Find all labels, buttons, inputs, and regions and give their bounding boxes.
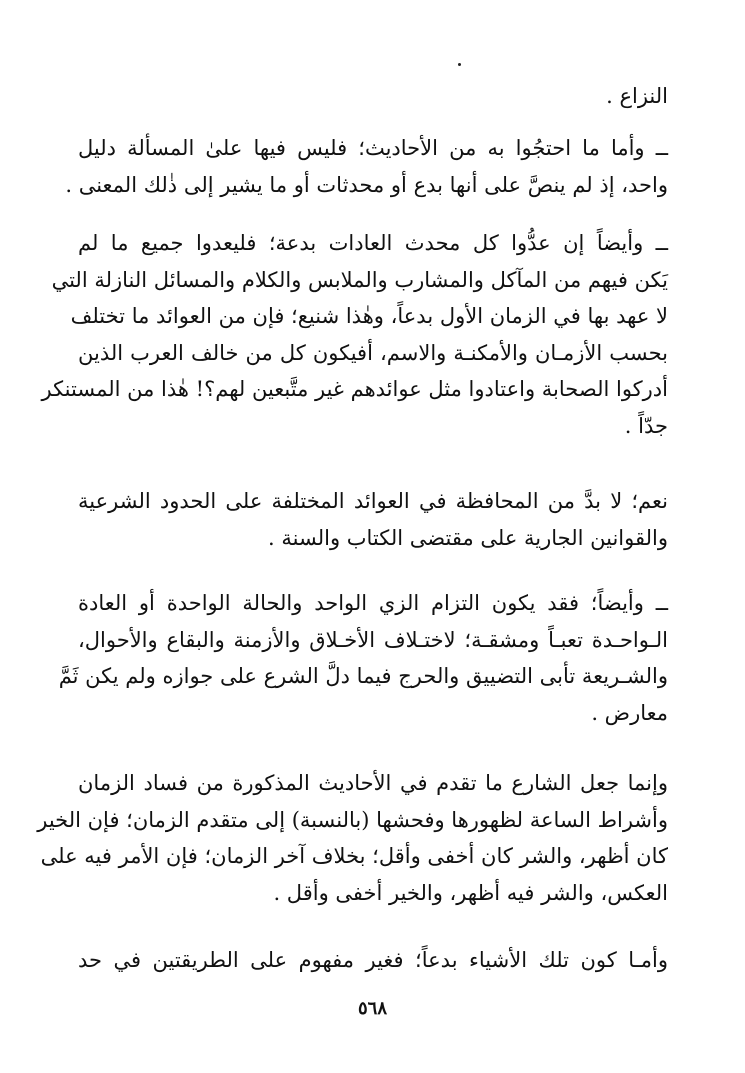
text-line: والقوانين الجارية على مقتضى الكتاب والسنة .: [268, 525, 668, 550]
paragraph-hadith-argument: [65, 130, 668, 203]
text-line: وأمـا كون تلك الأشياء بدعاً؛ فغير مفهوم على الطريقتين في حد: [78, 948, 668, 972]
text-line: وإنما جعل الشارع ما تقدم في الأحاديث المذكورة من فساد الزمان: [78, 771, 668, 795]
text-line: واحد، إذ لم ينصَّ على أنها بدع أو محدثات أو ما يشير إلى ذٰلك المعنى .: [65, 172, 668, 197]
text-line: أدركوا الصحابة واعتادوا مثل عوائدهم غير متَّبعين لهم؟! هٰذا من المستنكر: [41, 377, 668, 401]
text-line: الـواحـدة تعبـاً ومشقـة؛ لاختـلاف الأخـلاق والأزمنة والبقاع والأحوال،: [78, 627, 668, 652]
text-line: ــ وأما ما احتجُوا به من الأحاديث؛ فليس فيها علىٰ المسألة دليل: [78, 136, 668, 160]
text-line: معارض .: [591, 700, 668, 725]
text-line: يَكن فيهم من المآكل والمشارب والملابس والكلام والمسائل النازلة التي: [51, 267, 668, 292]
text-line: ــ وأيضاً إن عدُّوا كل محدث العادات بدعة؛ فليعدوا جميع ما لم: [78, 231, 668, 255]
text-line: بحسب الأزمـان والأمكنـة والاسم، أفيكون كل من خالف العرب الذين: [78, 340, 668, 365]
print-speck: [458, 63, 461, 66]
text-line: كان أظهر، والشر كان أخفى وأقل؛ بخلاف آخر الزمان؛ فإن الأمر فيه على: [40, 844, 668, 868]
text-line: لا عهد بها في الزمان الأول بدعاً، وهٰذا شنيع؛ فإن من العوائد ما تختلف: [70, 304, 668, 328]
paragraph-continuation: [78, 78, 668, 115]
text-line: وأشراط الساعة لظهورها وفحشها (بالنسبة) إلى متقدم الزمان؛ فإن الخير: [37, 807, 668, 832]
paragraph-preserving-limits: [78, 483, 668, 556]
text-line: العكس، والشر فيه أظهر، والخير أخفى وأقل .: [273, 880, 668, 905]
text-line: جدّاً .: [624, 413, 668, 438]
text-line: نعم؛ لا بدَّ من المحافظة في العوائد المختلفة على الحدود الشرعية: [78, 489, 668, 513]
text-line: والشـريعة تأبى التضييق والحرج فيما دلَّ الشرع على جوازه ولم يكن ثَمَّ: [58, 664, 668, 688]
paragraph-hardship: [58, 585, 668, 731]
paragraph-customs-innovation: [41, 225, 668, 444]
paragraph-end-times: [37, 765, 668, 911]
paragraph-two-methods: [78, 942, 668, 979]
text-line: ــ وأيضاً؛ فقد يكون التزام الزي الواحد والحالة الواحدة أو العادة: [78, 591, 668, 615]
page-number: ٥٦٨: [357, 998, 387, 1019]
text-line: النزاع .: [606, 84, 668, 108]
